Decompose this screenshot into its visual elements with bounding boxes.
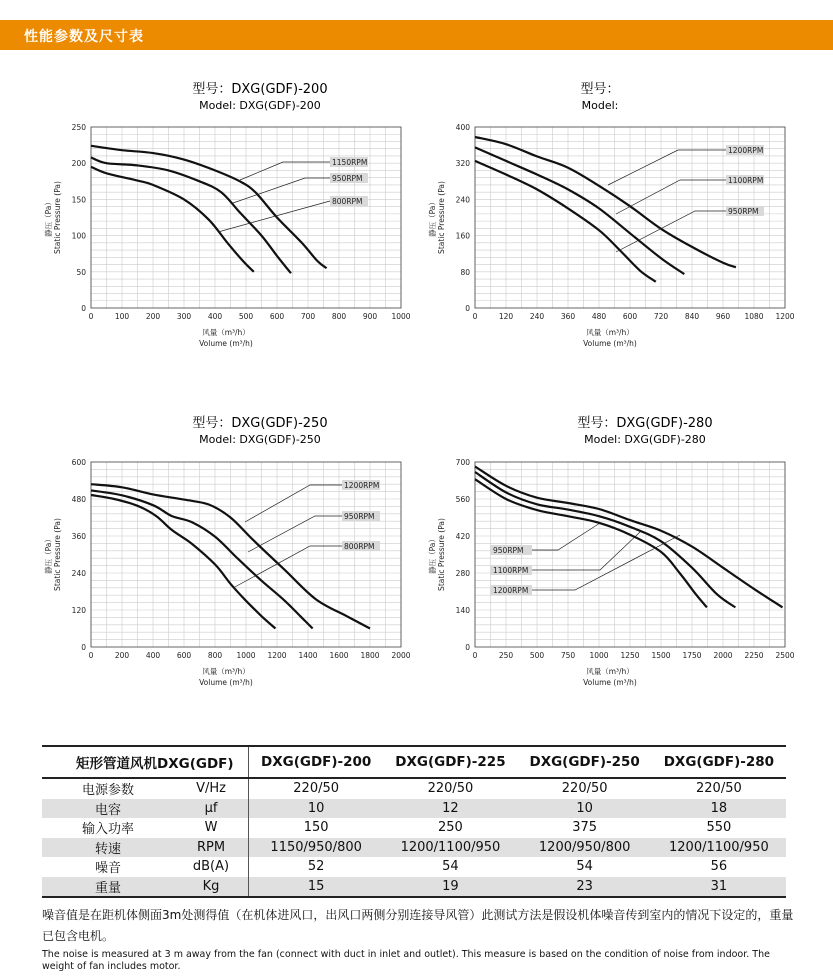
y-tick-label: 240 (455, 195, 470, 205)
spec-value: 220/50 (427, 781, 474, 797)
y-axis-label-en: Static Pressure (Pa) (437, 518, 446, 591)
y-tick-label: 360 (71, 532, 86, 541)
x-tick-label: 0 (88, 651, 94, 660)
noise-note (42, 905, 802, 973)
series-line-1100rpm (475, 147, 684, 274)
rpm-leader-line (245, 485, 342, 522)
spec-value: 150 (303, 820, 329, 836)
x-tick-label: 360 (560, 312, 576, 321)
y-axis-label-en: Static Pressure (Pa) (437, 181, 446, 254)
x-axis-label-en: Volume (m³/h) (583, 678, 637, 687)
x-tick-label: 2250 (744, 651, 764, 660)
x-tick-label: 100 (114, 312, 130, 321)
spec-value: 220/50 (293, 781, 340, 797)
spec-row (42, 857, 786, 877)
spec-value: 1200/1100/950 (652, 838, 786, 858)
rpm-label: 1100RPM (493, 566, 529, 575)
rpm-leader-line (616, 211, 726, 252)
x-tick-label: 0 (472, 312, 478, 321)
rpm-label: 950RPM (332, 174, 363, 183)
chart-0 (43, 81, 411, 348)
rpm-label: 1200RPM (493, 586, 529, 595)
spec-header-model: 矩形管道风机DXG(GDF) (42, 746, 249, 778)
y-axis-label-zh: 静压（Pa） (428, 198, 437, 237)
chart-title: 型号：DXG(GDF)-280 (577, 416, 713, 431)
series-line-950rpm (91, 490, 313, 628)
x-tick-label: 1000 (236, 651, 256, 660)
chart-subtitle: Model: DXG(GDF)-280 (584, 433, 706, 446)
x-tick-label: 1080 (744, 312, 764, 321)
x-tick-label: 1400 (298, 651, 318, 660)
x-tick-label: 2000 (391, 651, 411, 660)
x-axis-label-en: Volume (m³/h) (583, 339, 637, 348)
y-tick-label: 600 (71, 458, 86, 467)
x-tick-label: 2500 (775, 651, 795, 660)
spec-value: 54 (576, 859, 593, 875)
series-line-800rpm (91, 167, 254, 272)
spec-unit: dB(A) (174, 857, 249, 877)
spec-unit: μf (174, 799, 249, 819)
noise-note-zh: 噪音值是在距机体侧面3m处测得值（在机体进风口，出风口两侧分别连接导风管）此测试方法是假设机体噪音传到室内的情况下设定的，重量已包含电机。 (42, 908, 794, 943)
y-tick-label: 560 (455, 495, 470, 504)
y-tick-label: 50 (76, 267, 86, 277)
spec-header-200: DXG(GDF)-200 (249, 746, 384, 778)
x-axis-label-zh: 风量（m³/h） (586, 328, 634, 337)
chart-subtitle: Model: (581, 99, 619, 112)
spec-value: 10 (518, 799, 652, 819)
x-tick-label: 800 (331, 312, 347, 321)
spec-value: 375 (572, 820, 598, 836)
spec-param: 噪音 (94, 861, 121, 877)
spec-row (42, 778, 786, 799)
x-axis-label-en: Volume (m³/h) (199, 339, 253, 348)
chart-title: 型号：DXG(GDF)-200 (192, 82, 328, 97)
x-tick-label: 1000 (589, 651, 609, 660)
y-tick-label: 480 (71, 495, 86, 504)
x-tick-label: 500 (529, 651, 545, 660)
y-tick-label: 150 (71, 195, 86, 205)
y-tick-label: 0 (465, 643, 470, 652)
chart-3 (427, 415, 795, 687)
spec-table (42, 745, 786, 898)
spec-unit: W (174, 818, 249, 838)
x-tick-label: 1000 (391, 312, 411, 321)
spec-value: 10 (249, 799, 384, 819)
chart-title: 型号：DXG(GDF)-250 (192, 416, 328, 431)
spec-header-280: DXG(GDF)-280 (652, 746, 786, 778)
y-tick-label: 100 (71, 231, 86, 241)
chart-subtitle: Model: DXG(GDF)-250 (199, 433, 321, 446)
rpm-label: 1150RPM (332, 158, 368, 167)
spec-value: 1200/1100/950 (383, 838, 517, 858)
x-tick-label: 400 (145, 651, 161, 660)
x-tick-label: 0 (88, 312, 94, 321)
rpm-label: 1200RPM (728, 146, 764, 155)
spec-param: 输入功率 (81, 822, 134, 838)
x-tick-label: 250 (498, 651, 514, 660)
x-tick-label: 720 (653, 312, 669, 321)
y-tick-label: 280 (455, 569, 470, 578)
y-tick-label: 120 (71, 606, 86, 615)
y-tick-label: 400 (455, 123, 470, 132)
x-axis-label-zh: 风量（m³/h） (586, 667, 634, 676)
rpm-label: 1200RPM (344, 481, 380, 490)
spec-value: 550 (706, 820, 732, 836)
x-tick-label: 840 (684, 312, 700, 321)
section-title: 性能参数及尺寸表 (24, 29, 144, 45)
y-tick-label: 700 (455, 458, 470, 467)
spec-value: 19 (383, 877, 517, 898)
rpm-label: 1100RPM (728, 176, 764, 185)
spec-unit: V/Hz (174, 778, 249, 799)
y-tick-label: 250 (71, 123, 86, 132)
x-tick-label: 400 (207, 312, 223, 321)
spec-value: 31 (652, 877, 786, 898)
y-tick-label: 0 (81, 643, 86, 652)
y-tick-label: 80 (460, 267, 470, 277)
spec-value: 56 (710, 859, 728, 875)
y-tick-label: 420 (455, 532, 470, 541)
spec-unit: RPM (174, 838, 249, 858)
spec-value: 54 (442, 859, 459, 875)
spec-param: 电源参数 (81, 783, 134, 799)
chart-1 (427, 81, 795, 348)
y-tick-label: 0 (81, 304, 86, 313)
spec-param: 转速 (42, 838, 174, 858)
rpm-leader-line (530, 523, 600, 550)
y-axis-label-en: Static Pressure (Pa) (53, 181, 62, 254)
x-tick-label: 300 (176, 312, 192, 321)
x-tick-label: 900 (362, 312, 378, 321)
spec-row (42, 838, 786, 858)
x-tick-label: 750 (560, 651, 576, 660)
chart-2 (43, 415, 411, 687)
spec-row (42, 818, 786, 838)
x-tick-label: 200 (145, 312, 161, 321)
spec-value: 220/50 (696, 781, 742, 797)
spec-value: 1200/950/800 (518, 838, 652, 858)
rpm-label: 800RPM (332, 197, 363, 206)
rpm-label: 950RPM (344, 512, 375, 521)
series-line-800rpm (91, 495, 275, 629)
spec-header-250: DXG(GDF)-250 (518, 746, 652, 778)
chart-subtitle: Model: DXG(GDF)-200 (199, 99, 321, 112)
rpm-label: 950RPM (493, 546, 524, 555)
y-tick-label: 200 (71, 159, 86, 169)
y-axis-label-en: Static Pressure (Pa) (53, 518, 62, 591)
x-axis-label-zh: 风量（m³/h） (202, 667, 250, 676)
spec-value: 220/50 (561, 781, 608, 797)
x-tick-label: 1600 (329, 651, 349, 660)
spec-value: 12 (383, 799, 517, 819)
spec-table-header (42, 746, 786, 778)
chart-title: 型号： (580, 82, 620, 97)
spec-param: 重量 (42, 877, 174, 898)
spec-unit: Kg (174, 877, 249, 898)
x-tick-label: 700 (300, 312, 316, 321)
rpm-label: 800RPM (344, 542, 375, 551)
x-tick-label: 600 (269, 312, 285, 321)
y-tick-label: 240 (71, 569, 86, 578)
x-axis-label-zh: 风量（m³/h） (202, 328, 250, 337)
rpm-label: 950RPM (728, 207, 759, 216)
y-tick-label: 320 (455, 159, 470, 169)
x-tick-label: 0 (472, 651, 478, 660)
spec-value: 52 (307, 859, 325, 875)
x-tick-label: 800 (207, 651, 223, 660)
x-tick-label: 1200 (775, 312, 795, 321)
y-tick-label: 0 (465, 304, 470, 313)
x-tick-label: 120 (498, 312, 514, 321)
x-tick-label: 1500 (651, 651, 671, 660)
spec-header-225: DXG(GDF)-225 (383, 746, 517, 778)
x-tick-label: 960 (715, 312, 731, 321)
x-tick-label: 480 (591, 312, 607, 321)
spec-value: 15 (249, 877, 384, 898)
spec-row (42, 799, 786, 819)
noise-note-en: The noise is measured at 3 m away from the fan (connect with duct in inlet and outlet). This measure is based on the condition of noise from indoor. The weight of fan includes motor. (42, 949, 770, 972)
y-axis-label-zh: 静压（Pa） (44, 535, 53, 574)
x-axis-label-en: Volume (m³/h) (199, 678, 253, 687)
x-tick-label: 240 (529, 312, 545, 321)
series-line-950rpm (91, 157, 291, 273)
y-axis-label-zh: 静压（Pa） (44, 198, 53, 237)
x-tick-label: 1750 (682, 651, 702, 660)
series-line-1200rpm (475, 137, 736, 267)
y-tick-label: 160 (455, 231, 470, 241)
spec-value: 23 (518, 877, 652, 898)
spec-value: 250 (438, 820, 463, 836)
y-axis-label-zh: 静压（Pa） (428, 535, 437, 574)
spec-value: 18 (652, 799, 786, 819)
x-tick-label: 1250 (620, 651, 640, 660)
rpm-leader-line (240, 162, 330, 180)
spec-value: 1150/950/800 (249, 838, 384, 858)
x-tick-label: 1800 (360, 651, 380, 660)
y-tick-label: 140 (455, 606, 470, 615)
x-tick-label: 500 (238, 312, 254, 321)
x-tick-label: 600 (622, 312, 638, 321)
x-tick-label: 200 (114, 651, 130, 660)
x-tick-label: 2000 (713, 651, 733, 660)
x-tick-label: 1200 (267, 651, 287, 660)
spec-row (42, 877, 786, 898)
x-tick-label: 600 (176, 651, 192, 660)
rpm-leader-line (233, 546, 342, 588)
spec-param: 电容 (42, 799, 174, 819)
